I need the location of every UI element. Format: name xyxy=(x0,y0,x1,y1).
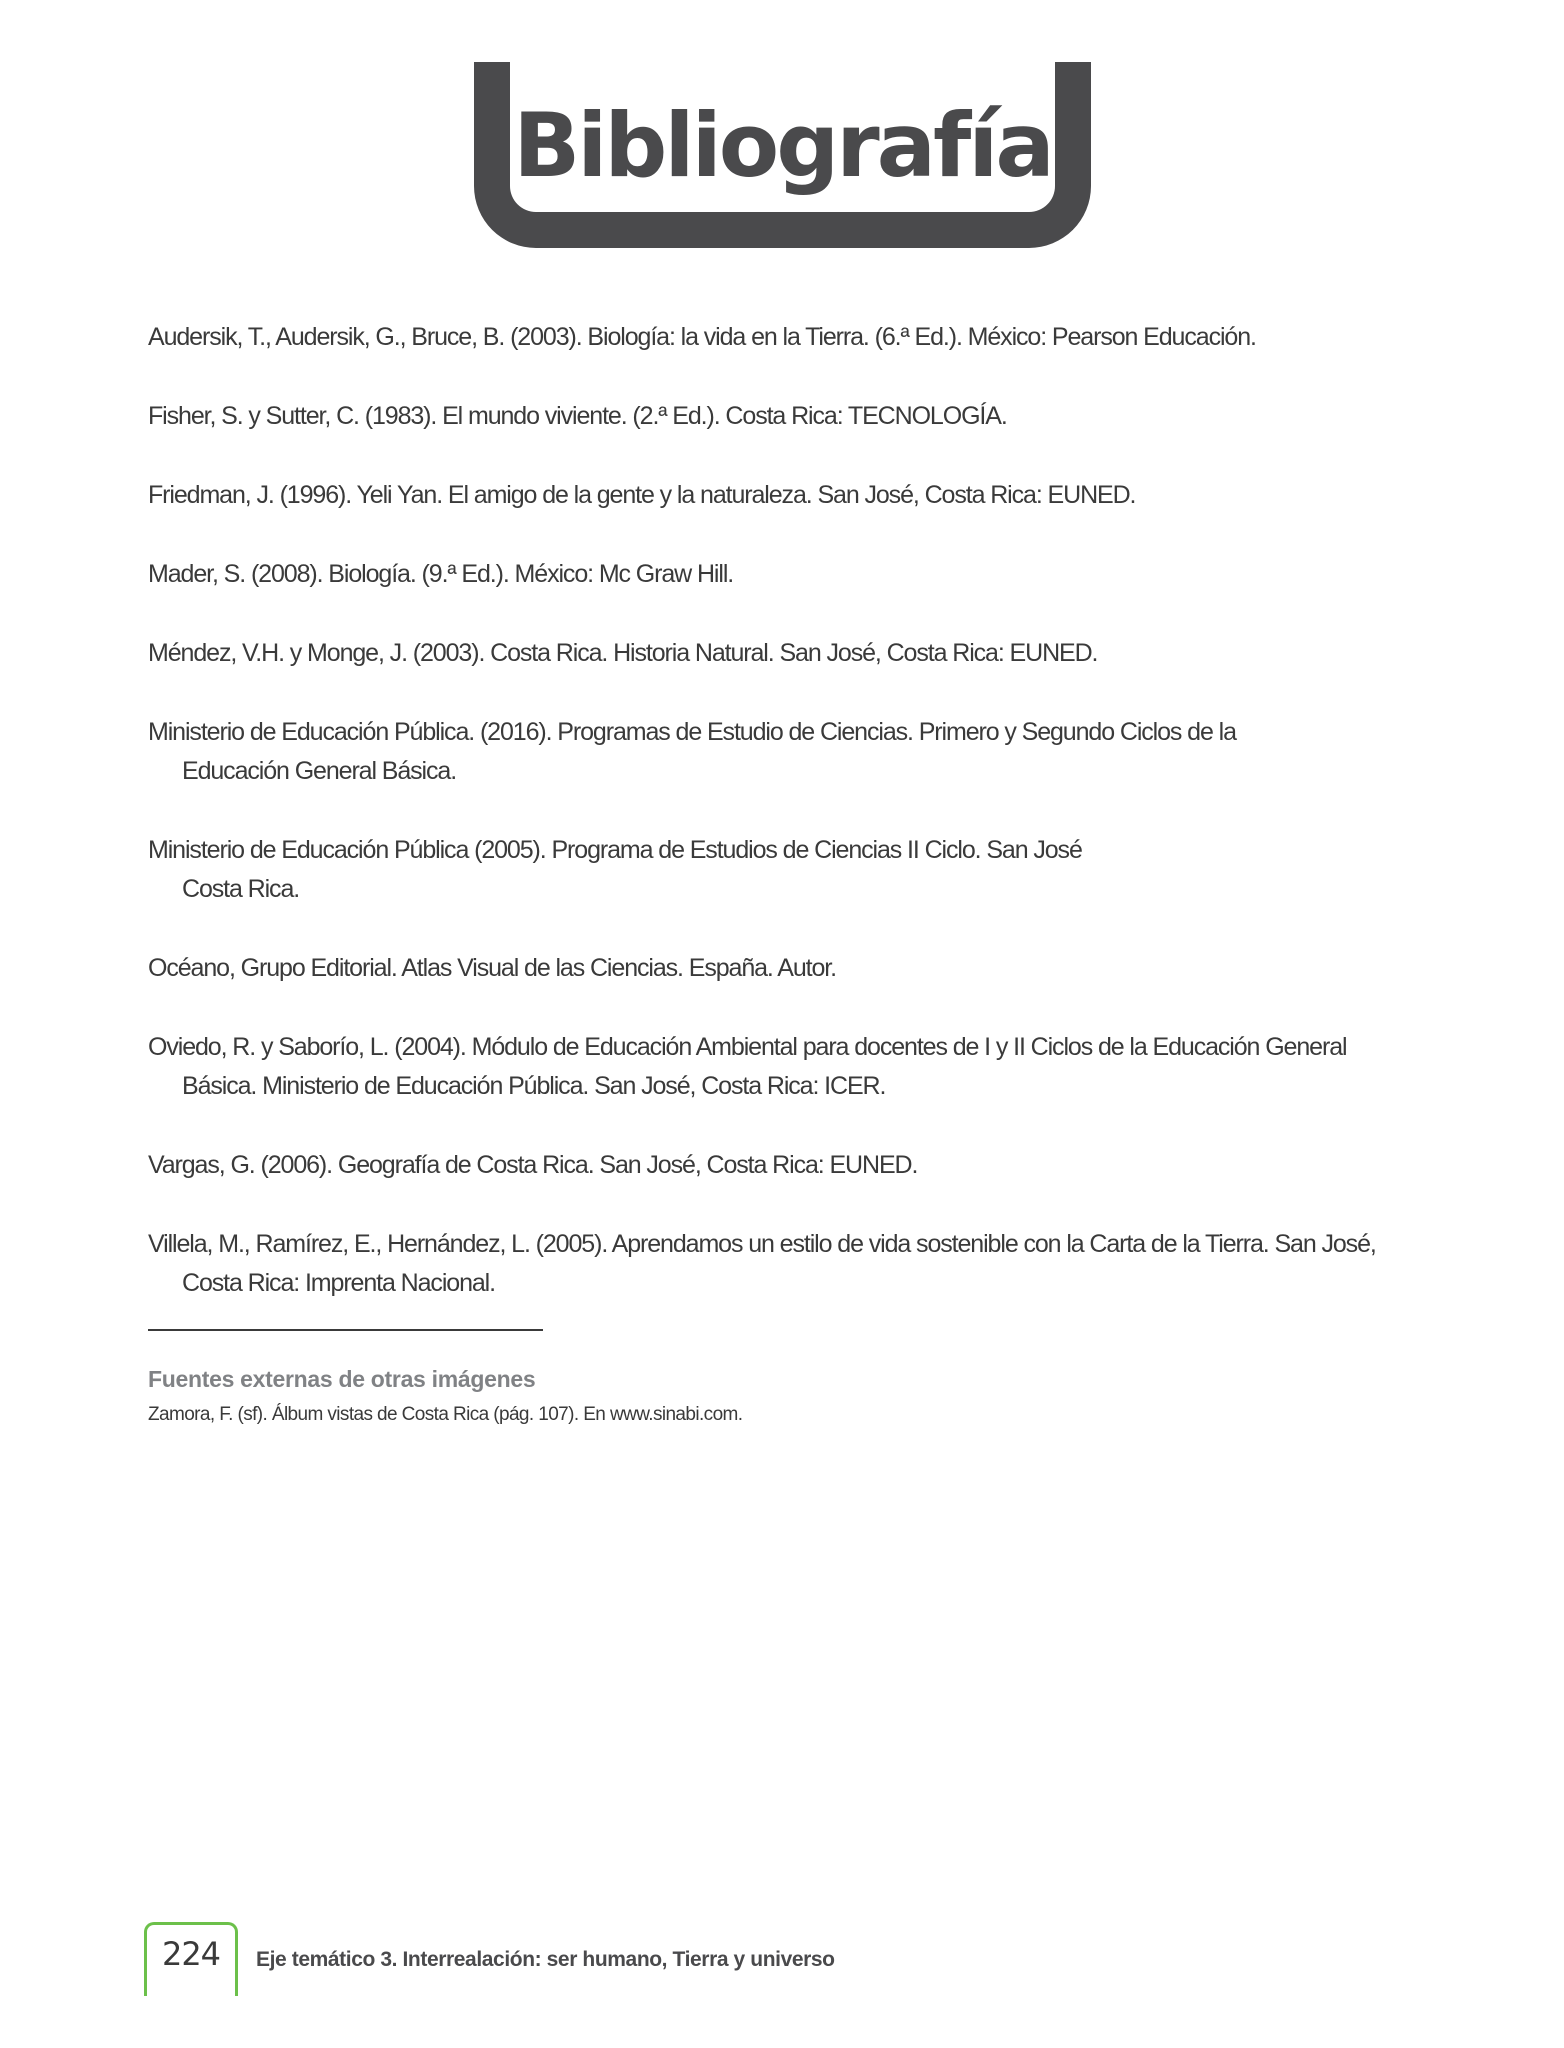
title-banner xyxy=(474,62,1091,248)
reference-item: Vargas, G. (2006). Geografía de Costa Rica. San José, Costa Rica: EUNED. xyxy=(148,1151,918,1179)
reference-item: Villela, M., Ramírez, E., Hernández, L. (2005). Aprendamos un estilo de vida sostenible con la Carta de la Tierra. San José, Costa Rica: Imprenta Nacional. xyxy=(148,1230,1376,1297)
page-number: 224 xyxy=(161,1935,221,1973)
external-sources-text: Zamora, F. (sf). Álbum vistas de Costa Rica (pág. 107). En www.sinabi.com. xyxy=(148,1404,743,1425)
footer-section-title: Eje temático 3. Interrealación: ser humano, Tierra y universo xyxy=(256,1948,835,1971)
reference-item: Oviedo, R. y Saborío, L. (2004). Módulo de Educación Ambiental para docentes de I y II Ciclos de la Educación General Básica. Ministerio de Educación Pública. San José, Costa Rica: ICER. xyxy=(148,1033,1347,1100)
reference-item: Mader, S. (2008). Biología. (9.ª Ed.). México: Mc Graw Hill. xyxy=(148,560,734,588)
reference-item: Fisher, S. y Sutter, C. (1983). El mundo viviente. (2.ª Ed.). Costa Rica: TECNOLOGÍA. xyxy=(148,402,1007,430)
reference-item: Ministerio de Educación Pública. (2016). Programas de Estudio de Ciencias. Primero y Segundo Ciclos de la Educación General Básica. xyxy=(148,718,1236,785)
reference-item: Ministerio de Educación Pública (2005). Programa de Estudios de Ciencias II Ciclo. San José Costa Rica. xyxy=(148,836,1082,903)
external-sources-heading: Fuentes externas de otras imágenes xyxy=(148,1366,536,1392)
reference-list xyxy=(148,318,1376,1343)
reference-item: Friedman, J. (1996). Yeli Yan. El amigo de la gente y la naturaleza. San José, Costa Rica: EUNED. xyxy=(148,481,1136,509)
reference-item: Audersik, T., Audersik, G., Bruce, B. (2003). Biología: la vida en la Tierra. (6.ª Ed.). México: Pearson Educación. xyxy=(148,323,1256,351)
page-number-tab xyxy=(144,1922,238,1996)
page-title: Bibliografía xyxy=(513,94,1052,197)
reference-item: Méndez, V.H. y Monge, J. (2003). Costa Rica. Historia Natural. San José, Costa Rica: EUNED. xyxy=(148,639,1098,667)
section-divider xyxy=(148,1329,543,1331)
reference-item: Océano, Grupo Editorial. Atlas Visual de las Ciencias. España. Autor. xyxy=(148,954,836,982)
